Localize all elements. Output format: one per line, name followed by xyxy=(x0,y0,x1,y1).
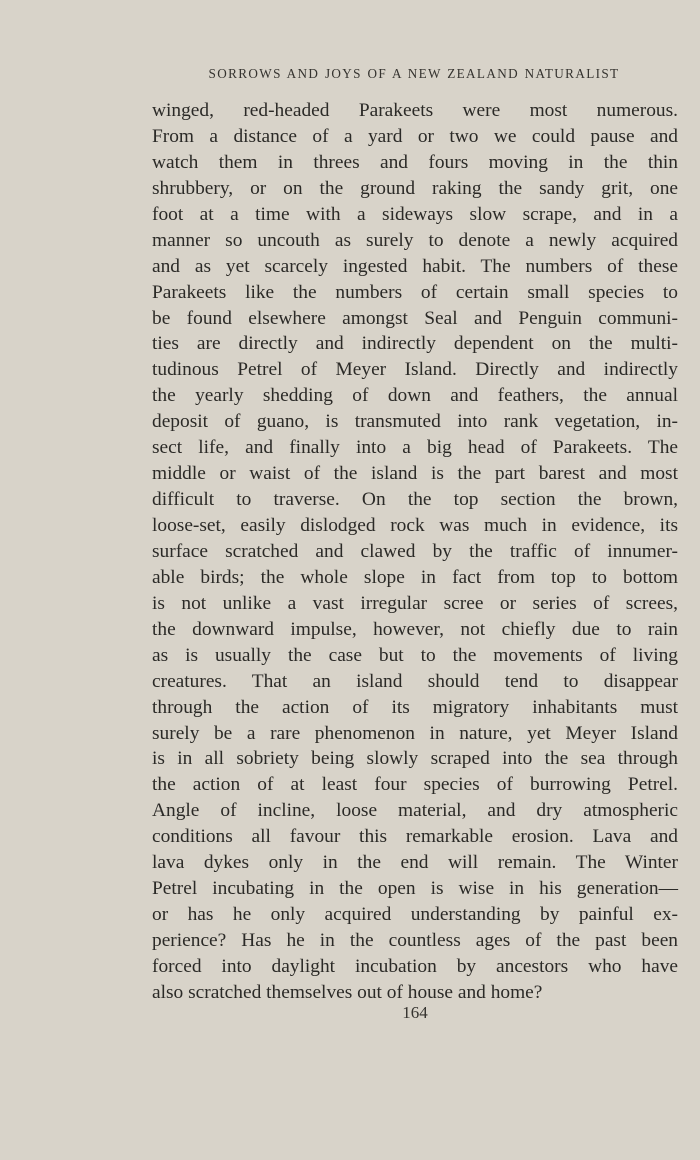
text-line: conditions all favour this remarkable erosion. Lava and xyxy=(152,826,678,848)
page-number: 164 xyxy=(402,1003,428,1022)
text-line: From a distance of a yard or two we could pause and xyxy=(152,125,678,147)
text-line: forced into daylight incubation by ancestors who have xyxy=(152,955,678,977)
text-line: sect life, and finally into a big head of Parakeets. The xyxy=(152,437,678,459)
text-line: is not unlike a vast irregular scree or series of screes, xyxy=(152,592,678,614)
text-line: middle or waist of the island is the part barest and most xyxy=(152,463,678,485)
text-line: the yearly shedding of down and feathers, the annual xyxy=(152,385,678,407)
text-line: as is usually the case but to the movements of living xyxy=(152,644,678,666)
text-line: lava dykes only in the end will remain. The Winter xyxy=(152,852,678,874)
text-line: is in all sobriety being slowly scraped into the sea through xyxy=(152,748,678,770)
text-line: able birds; the whole slope in fact from top to bottom xyxy=(152,566,678,588)
text-line: perience? Has he in the countless ages of the past been xyxy=(152,930,678,951)
text-line: surely be a rare phenomenon in nature, yet Meyer Island xyxy=(152,722,678,744)
text-line: shrubbery, or on the ground raking the sandy grit, one xyxy=(152,177,678,199)
text-line: winged, red-headed Parakeets were most numerous. xyxy=(152,100,678,121)
text-line: also scratched themselves out of house and home? xyxy=(152,981,543,1003)
text-line: watch them in threes and fours moving in the thin xyxy=(152,151,678,173)
text-line: deposit of guano, is transmuted into rank vegetation, in- xyxy=(152,411,678,433)
text-line: Parakeets like the numbers of certain small species to xyxy=(152,281,678,303)
text-line: be found elsewhere amongst Seal and Penguin communi- xyxy=(152,307,678,329)
text-line: manner so uncouth as surely to denote a newly acquired xyxy=(152,229,678,251)
text-line: creatures. That an island should tend to disappear xyxy=(152,670,678,692)
text-line: surface scratched and clawed by the traffic of innumer- xyxy=(152,540,678,562)
body-text xyxy=(152,98,678,1006)
text-line: the downward impulse, however, not chiefly due to rain xyxy=(152,618,678,640)
running-head: SORROWS AND JOYS OF A NEW ZEALAND NATURALIST xyxy=(208,66,620,81)
text-line: tudinous Petrel of Meyer Island. Directly and indirectly xyxy=(152,359,678,381)
text-line: the action of at least four species of burrowing Petrel. xyxy=(152,774,678,796)
text-line: Petrel incubating in the open is wise in his generation— xyxy=(152,878,678,900)
text-line: and as yet scarcely ingested habit. The numbers of these xyxy=(152,255,678,277)
text-line: foot at a time with a sideways slow scrape, and in a xyxy=(152,203,678,225)
text-line: or has he only acquired understanding by painful ex- xyxy=(152,904,678,926)
text-line: loose-set, easily dislodged rock was much in evidence, its xyxy=(152,515,678,536)
text-line: difficult to traverse. On the top section the brown, xyxy=(152,489,678,511)
text-line: ties are directly and indirectly dependent on the multi- xyxy=(152,333,678,355)
text-line: through the action of its migratory inhabitants must xyxy=(152,696,678,718)
text-line: Angle of incline, loose material, and dry atmospheric xyxy=(152,800,678,822)
